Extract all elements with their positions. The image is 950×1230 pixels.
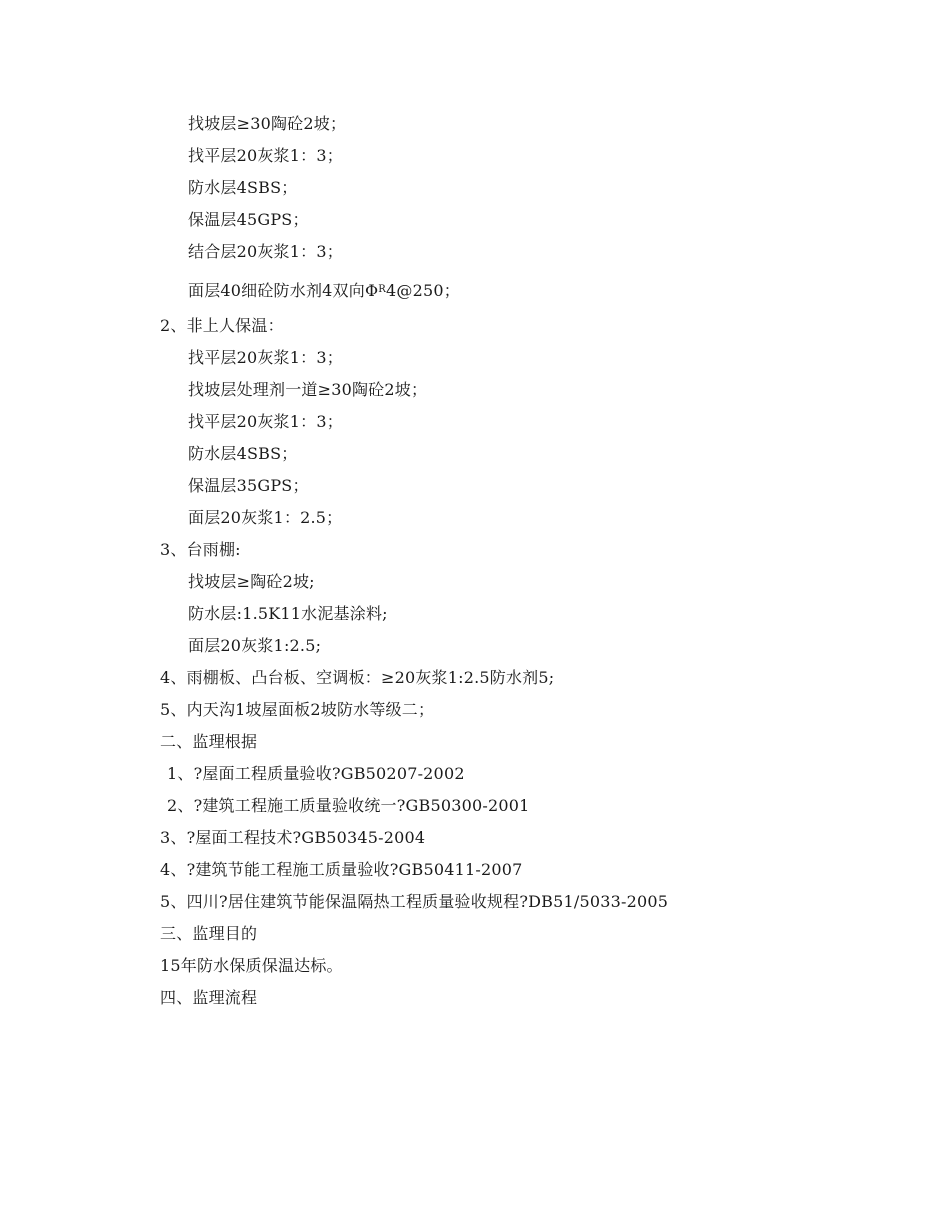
text-line: 找平层20灰浆1：3； [188, 348, 343, 367]
reference-item: 4、?建筑节能工程施工质量验收?GB50411-2007 [160, 860, 523, 879]
text-line: 面层20灰浆1：2.5； [188, 508, 343, 527]
text-line: 保温层45GPS； [188, 210, 309, 229]
text-line: 找平层20灰浆1：3； [188, 146, 343, 165]
section-item: 4、雨棚板、凸台板、空调板：≥20灰浆1:2.5防水剂5; [160, 668, 555, 687]
text-line: 保温层35GPS； [188, 476, 309, 495]
section-item: 5、内天沟1坡屋面板2坡防水等级二； [160, 700, 435, 719]
section-item: 3、台雨棚: [160, 540, 241, 559]
text-line: 面层20灰浆1:2.5; [188, 636, 322, 655]
reference-item: 1、?屋面工程质量验收?GB50207-2002 [167, 764, 465, 783]
text-segment: 面层40细砼防水剂4双向Φ [188, 281, 379, 300]
text-line: 15年防水保质保温达标。 [160, 956, 343, 975]
text-line [188, 280, 460, 305]
reference-item: 2、?建筑工程施工质量验收统一?GB50300-2001 [167, 796, 530, 815]
text-line: 防水层4SBS； [188, 178, 298, 197]
section-heading: 二、监理根据 [160, 732, 258, 751]
text-line: 结合层20灰浆1：3； [188, 242, 343, 261]
text-segment: 4@250； [386, 281, 460, 300]
text-line: 找坡层处理剂一道≥30陶砼2坡； [188, 380, 428, 399]
reference-item: 3、?屋面工程技术?GB50345-2004 [160, 828, 426, 847]
section-heading: 三、监理目的 [160, 924, 258, 943]
reference-item: 5、四川?居住建筑节能保温隔热工程质量验收规程?DB51/5033-2005 [160, 892, 669, 911]
section-heading: 四、监理流程 [160, 988, 258, 1007]
text-line: 防水层:1.5K11水泥基涂料; [188, 604, 388, 623]
superscript: R [378, 284, 386, 295]
text-line: 找平层20灰浆1：3； [188, 412, 343, 431]
section-item: 2、非上人保温： [160, 316, 284, 335]
text-line: 找坡层≥30陶砼2坡； [188, 114, 347, 133]
text-line: 防水层4SBS； [188, 444, 298, 463]
text-line: 找坡层≥陶砼2坡; [188, 572, 315, 591]
